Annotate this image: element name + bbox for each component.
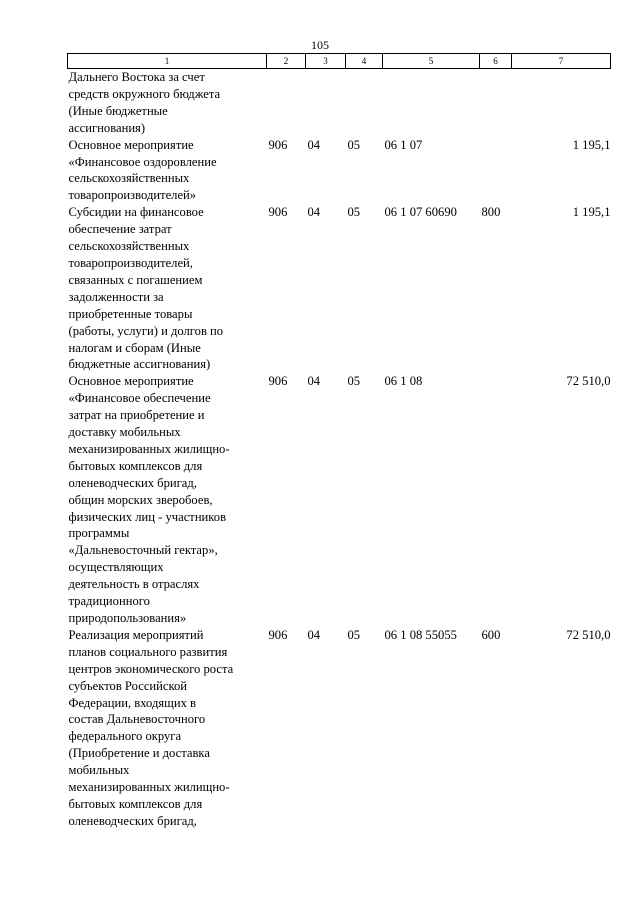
column-number-7: 7 xyxy=(512,54,611,69)
expense-type-cell: 600 xyxy=(481,627,501,642)
item-name-line: товаропроизводителей» xyxy=(68,188,197,203)
item-name-cell xyxy=(68,69,267,137)
amount-cell xyxy=(512,69,611,137)
item-name-line: осуществляющих xyxy=(68,560,164,575)
item-name-line: «Дальневосточный гектар», xyxy=(68,543,218,558)
item-name-cell xyxy=(68,137,267,205)
amount-cell: 1 195,1 xyxy=(572,205,611,220)
item-name-line: сельскохозяйственных xyxy=(68,171,190,186)
amount-cell: 72 510,0 xyxy=(566,627,611,642)
column-number-4: 4 xyxy=(346,54,383,69)
item-name-cell xyxy=(68,204,267,373)
amount-cell: 1 195,1 xyxy=(572,137,611,152)
target-article-cell: 06 1 07 60690 xyxy=(384,205,457,220)
item-name-line: механизированных жилищно- xyxy=(68,441,230,456)
table-row xyxy=(68,373,611,627)
item-name-line: ассигнования) xyxy=(68,120,146,135)
expense-type-cell: 800 xyxy=(481,205,501,220)
item-name-line: бытовых комплексов для xyxy=(68,458,203,473)
item-name-line: оленеводческих бригад, xyxy=(68,475,197,490)
subsection-code-cell: 05 xyxy=(347,374,361,389)
column-number-2: 2 xyxy=(267,54,306,69)
item-name-line: традиционного xyxy=(68,594,150,609)
item-name-line: мобильных xyxy=(68,763,130,778)
item-name-line: «Финансовое обеспечение xyxy=(68,391,211,406)
page-number: 105 xyxy=(311,38,329,52)
item-name-line: центров экономического роста xyxy=(68,661,234,676)
section-code-cell: 04 xyxy=(307,137,321,152)
subsection-code-cell xyxy=(346,69,383,137)
item-name-line: состав Дальневосточного xyxy=(68,712,206,727)
column-number-5: 5 xyxy=(383,54,480,69)
column-number-1: 1 xyxy=(68,54,267,69)
subsection-code-cell: 05 xyxy=(347,137,361,152)
item-name-line: общин морских зверобоев, xyxy=(68,492,213,507)
item-name-line: (работы, услуги) и долгов по xyxy=(68,323,224,338)
item-name-line: оленеводческих бригад, xyxy=(68,813,197,828)
item-name-line: Реализация мероприятий xyxy=(68,627,204,642)
budget-table xyxy=(67,53,611,830)
item-name-line: физических лиц - участников xyxy=(68,509,227,524)
column-number-3: 3 xyxy=(306,54,346,69)
section-code-cell xyxy=(306,69,346,137)
item-name-line: Федерации, входящих в xyxy=(68,695,196,710)
item-name-line: средств окружного бюджета xyxy=(68,86,221,101)
item-name-line: сельскохозяйственных xyxy=(68,239,190,254)
item-name-line: товаропроизводителей, xyxy=(68,255,193,270)
item-name-line: обеспечение затрат xyxy=(68,222,172,237)
item-name-line: Субсидии на финансовое xyxy=(68,205,204,220)
item-name-cell xyxy=(68,627,267,830)
item-name-line: бытовых комплексов для xyxy=(68,796,203,811)
item-name-line: задолженности за xyxy=(68,289,164,304)
item-name-line: (Иные бюджетные xyxy=(68,103,168,118)
item-name-line: приобретенные товары xyxy=(68,306,193,321)
target-article-cell: 06 1 08 55055 xyxy=(384,627,457,642)
item-name-line: налогам и сборам (Иные xyxy=(68,340,201,355)
item-name-line: механизированных жилищно- xyxy=(68,780,230,795)
item-name-line: природопользования» xyxy=(68,611,187,625)
item-name-line: связанных с погашением xyxy=(68,272,203,287)
expense-type-cell xyxy=(480,373,512,627)
ministry-code-cell: 906 xyxy=(268,205,288,220)
item-name-line: бюджетные ассигнования) xyxy=(68,357,211,372)
table-header xyxy=(68,54,611,69)
item-name-cell xyxy=(68,373,267,627)
table-row xyxy=(68,69,611,137)
item-name-line: затрат на приобретение и xyxy=(68,408,205,423)
item-name-line: субъектов Российской xyxy=(68,678,187,693)
ministry-code-cell: 906 xyxy=(268,627,288,642)
ministry-code-cell: 906 xyxy=(268,137,288,152)
item-name-line: планов социального развития xyxy=(68,644,228,659)
item-name-line: федерального округа xyxy=(68,729,182,744)
subsection-code-cell: 05 xyxy=(347,205,361,220)
item-name-line: Основное мероприятие xyxy=(68,137,194,152)
expense-type-cell xyxy=(480,69,512,137)
subsection-code-cell: 05 xyxy=(347,627,361,642)
item-name-line: доставку мобильных xyxy=(68,425,181,440)
table-body xyxy=(68,69,611,830)
item-name-line: «Финансовое оздоровление xyxy=(68,154,217,169)
item-name-line: (Приобретение и доставка xyxy=(68,746,210,761)
column-number-6: 6 xyxy=(480,54,512,69)
item-name-line: программы xyxy=(68,526,130,541)
item-name-line: Дальнего Востока за счет xyxy=(68,70,205,84)
ministry-code-cell: 906 xyxy=(268,374,288,389)
section-code-cell: 04 xyxy=(307,627,321,642)
ministry-code-cell xyxy=(267,69,306,137)
target-article-cell: 06 1 08 xyxy=(384,374,423,389)
section-code-cell: 04 xyxy=(307,374,321,389)
section-code-cell: 04 xyxy=(307,205,321,220)
target-article-cell xyxy=(383,69,480,137)
column-number-row xyxy=(68,54,611,69)
table-row xyxy=(68,627,611,830)
amount-cell: 72 510,0 xyxy=(566,374,611,389)
table-row xyxy=(68,204,611,373)
target-article-cell: 06 1 07 xyxy=(384,137,423,152)
item-name-line: деятельность в отраслях xyxy=(68,577,200,592)
table-row xyxy=(68,137,611,205)
expense-type-cell xyxy=(480,137,512,205)
item-name-line: Основное мероприятие xyxy=(68,374,194,389)
